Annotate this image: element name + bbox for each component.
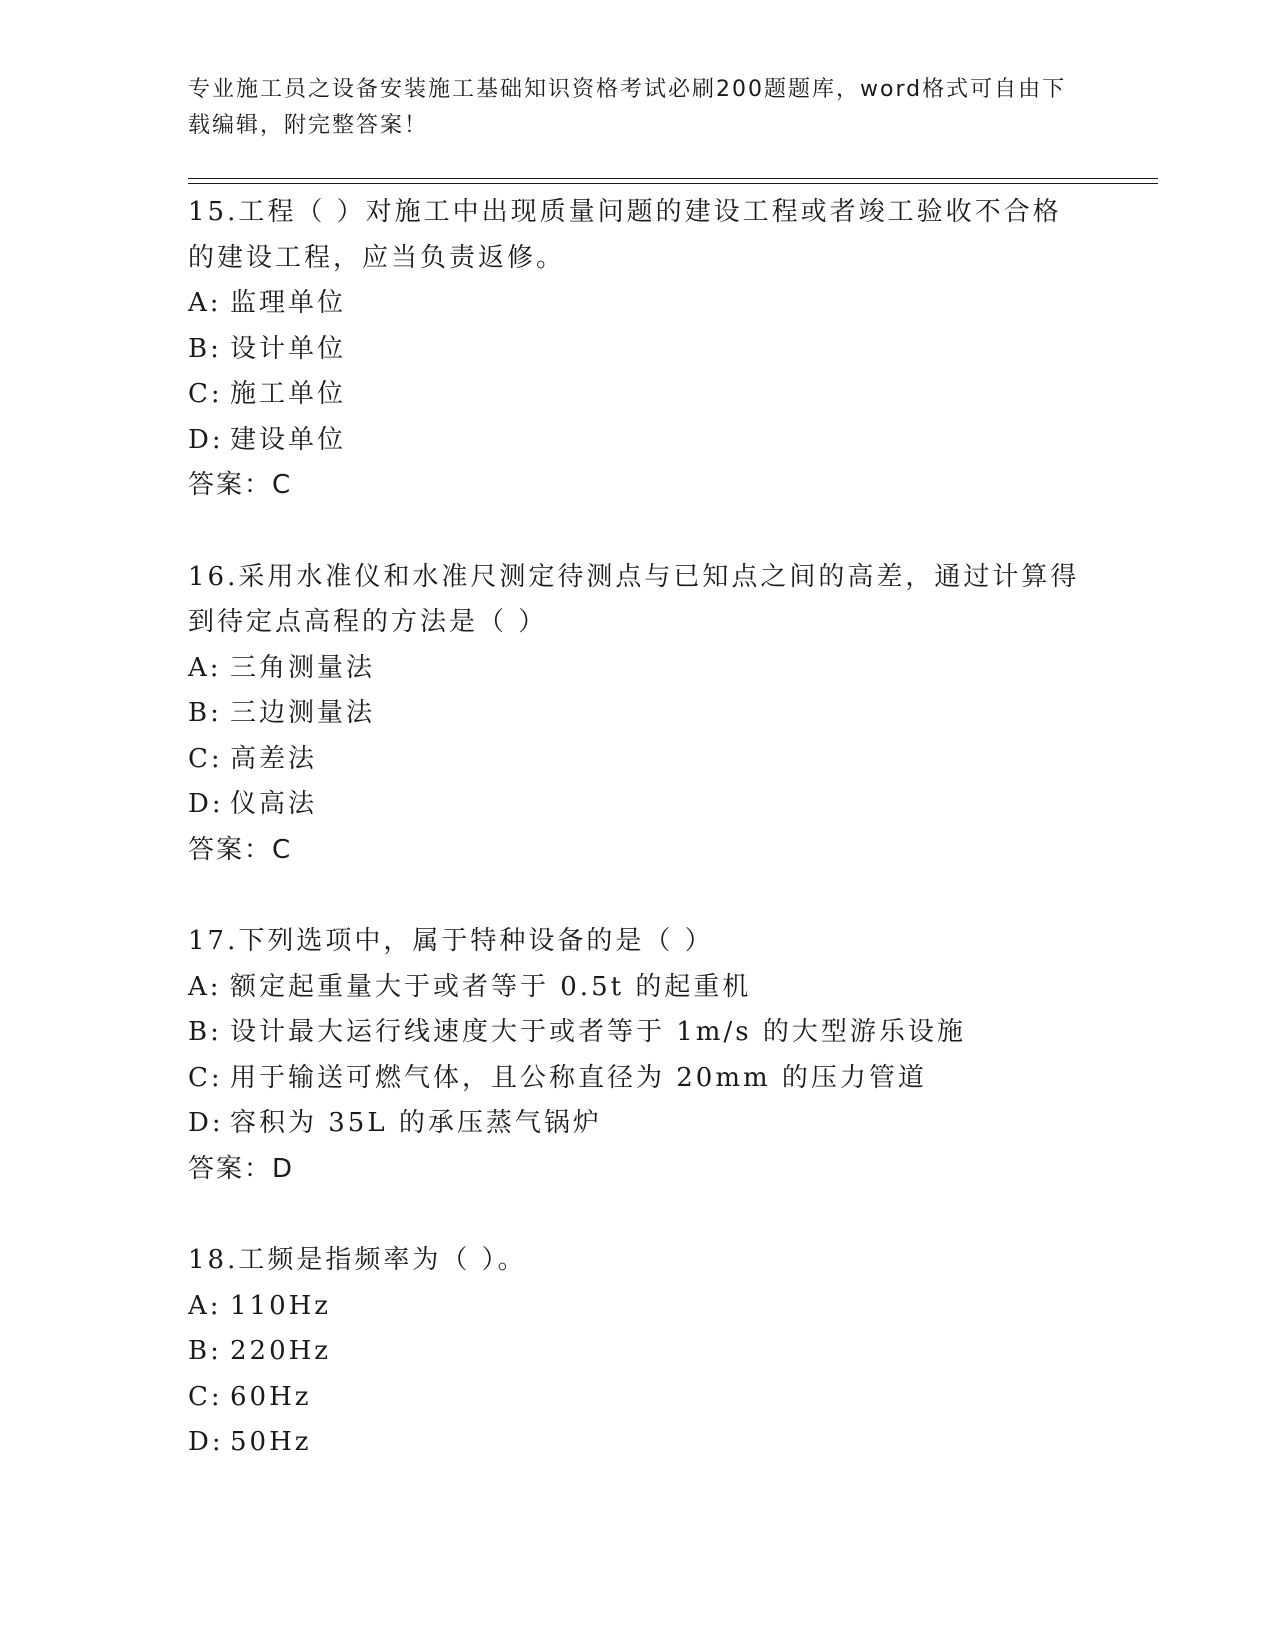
question-16 xyxy=(188,555,1088,874)
option-letter: A: xyxy=(188,971,222,1002)
option-letter: B: xyxy=(188,1336,222,1366)
option-letter: C: xyxy=(188,1062,223,1093)
question-18 xyxy=(188,1238,1088,1466)
option-letter: A: xyxy=(188,288,222,318)
option-text: 50Hz xyxy=(230,1427,312,1457)
option-text: 施工单位 xyxy=(230,379,347,409)
option-text: 三角测量法 xyxy=(230,652,376,683)
answer-line: 答案：C xyxy=(188,834,293,865)
option-c xyxy=(188,1375,1088,1421)
option-text: 设计单位 xyxy=(230,333,347,364)
question-17 xyxy=(188,919,1088,1192)
option-letter: D: xyxy=(188,424,224,455)
option-text: 60Hz xyxy=(230,1381,312,1412)
option-c xyxy=(188,737,1088,783)
option-letter: C: xyxy=(188,743,223,774)
option-text: 110Hz xyxy=(230,1290,331,1321)
option-letter: B: xyxy=(188,698,222,728)
question-stem: 17.下列选项中，属于特种设备的是（ ） xyxy=(188,926,714,956)
option-a xyxy=(188,646,1088,692)
option-text: 额定起重量大于或者等于 0.5t 的起重机 xyxy=(230,971,752,1002)
question-stem: 15.工程（ ）对施工中出现质量问题的建设工程或者竣工验收不合格的建设工程，应当负责返修。 xyxy=(188,197,1062,273)
option-d xyxy=(188,418,1088,464)
option-letter: B: xyxy=(188,333,222,364)
option-text: 容积为 35L 的承压蒸气锅炉 xyxy=(230,1108,602,1138)
option-d xyxy=(188,1420,1088,1466)
answer-line: 答案：C xyxy=(188,470,293,500)
option-c xyxy=(188,1056,1088,1102)
question-list xyxy=(188,190,1088,1512)
option-text: 仪高法 xyxy=(230,789,318,819)
document-header: 专业施工员之设备安装施工基础知识资格考试必刷200题题库，word格式可自由下载编辑，附完整答案！ xyxy=(188,77,1067,138)
question-stem: 16.采用水准仪和水准尺测定待测点与已知点之间的高差，通过计算得到待定点高程的方法是（ ） xyxy=(188,561,1080,637)
option-letter: B: xyxy=(188,1017,222,1047)
option-c xyxy=(188,372,1088,418)
option-letter: D: xyxy=(188,789,224,819)
option-a xyxy=(188,281,1088,327)
option-b xyxy=(188,327,1088,373)
option-text: 三边测量法 xyxy=(230,698,376,728)
option-b xyxy=(188,1010,1088,1056)
option-letter: D: xyxy=(188,1427,224,1457)
option-text: 建设单位 xyxy=(230,424,347,455)
option-d xyxy=(188,1101,1088,1147)
option-letter: D: xyxy=(188,1108,224,1138)
header-divider xyxy=(188,178,1158,184)
option-text: 监理单位 xyxy=(230,288,347,318)
option-a xyxy=(188,965,1088,1011)
option-text: 设计最大运行线速度大于或者等于 1m/s 的大型游乐设施 xyxy=(230,1017,966,1047)
option-text: 高差法 xyxy=(230,743,318,774)
option-a xyxy=(188,1284,1088,1330)
option-letter: A: xyxy=(188,1290,222,1321)
option-d xyxy=(188,782,1088,828)
option-letter: A: xyxy=(188,652,222,683)
option-letter: C: xyxy=(188,1381,223,1412)
option-text: 用于输送可燃气体，且公称直径为 20mm 的压力管道 xyxy=(230,1062,927,1093)
answer-line: 答案：D xyxy=(188,1153,295,1184)
option-b xyxy=(188,691,1088,737)
question-15 xyxy=(188,190,1088,509)
question-stem: 18.工频是指频率为（ ）。 xyxy=(188,1245,527,1275)
option-letter: C: xyxy=(188,379,223,409)
option-text: 220Hz xyxy=(230,1336,331,1366)
option-b xyxy=(188,1329,1088,1375)
